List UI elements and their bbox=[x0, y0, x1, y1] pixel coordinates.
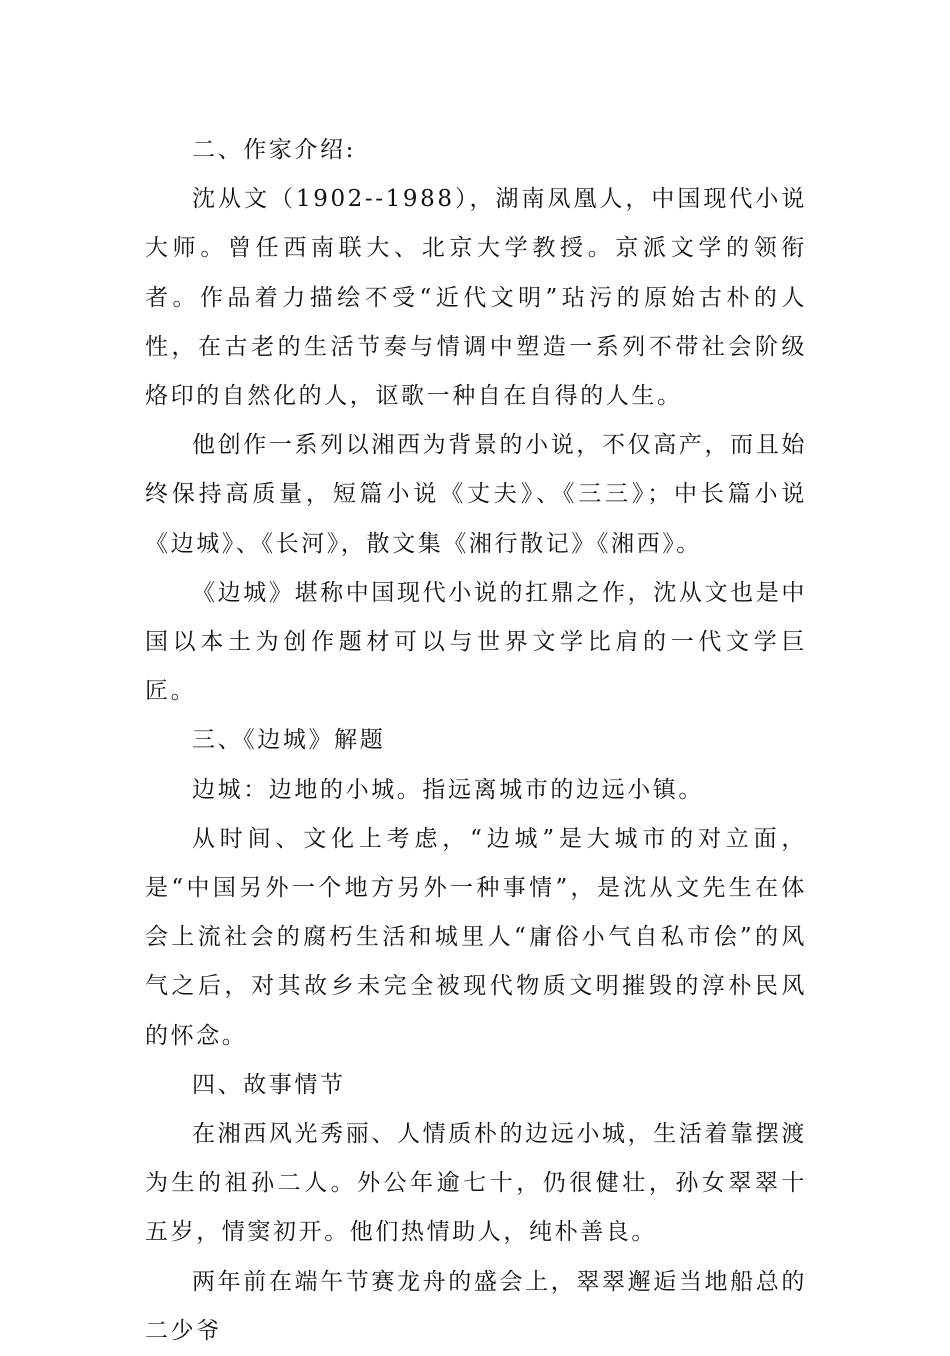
section-heading-author-intro: 二、作家介绍: bbox=[192, 137, 356, 163]
paragraph-biancheng-significance: 《边城》堪称中国现代小说的扛鼎之作，沈从文也是中国以本土为创作题材可以与世界文学比肩的一代文学巨匠。 bbox=[145, 579, 807, 705]
document-body bbox=[145, 126, 807, 1356]
paragraph-works: 他创作一系列以湘西为背景的小说，不仅高产，而且始终保持高质量，短篇小说《丈夫》、《三三》；中长篇小说《边城》、《长河》，散文集《湘行散记》《湘西》。 bbox=[145, 432, 807, 557]
paragraph-author-bio: 沈从文（1902--1988），湖南凤凰人，中国现代小说大师。曾任西南联大、北京大学教授。京派文学的领衔者。作品着力描绘不受“近代文明”玷污的原始古朴的人性，在古老的生活节奏与情调中塑造一系列不带社会阶级烙印的自然化的人，讴歌一种自在自得的人生。 bbox=[145, 186, 807, 410]
section-heading-plot: 四、故事情节 bbox=[192, 1071, 346, 1098]
section-heading-title-explanation: 三、《边城》解题 bbox=[192, 727, 386, 754]
paragraph-plot-setting: 在湘西风光秀丽、人情质朴的边远小城，生活着靠摆渡为生的祖孙二人。外公年逾七十，仍很健壮，孙女翠翠十五岁，情窦初开。他们热情助人，纯朴善良。 bbox=[145, 1121, 807, 1246]
paragraph-plot-dragon-boat: 两年前在端午节赛龙舟的盛会上，翠翠邂逅当地船总的二少爷 bbox=[145, 1268, 807, 1344]
paragraph-biancheng-meaning: 从时间、文化上考虑，“边城”是大城市的对立面，是“中国另外一个地方另外一种事情”，是沈从文先生在体会上流社会的腐朽生活和城里人“庸俗小气自私市侩”的风气之后，对其故乡未完全被现代物质文明摧毁的淳朴民风的怀念。 bbox=[145, 825, 807, 1049]
paragraph-biancheng-definition: 边城：边地的小城。指远离城市的边远小镇。 bbox=[192, 776, 704, 803]
